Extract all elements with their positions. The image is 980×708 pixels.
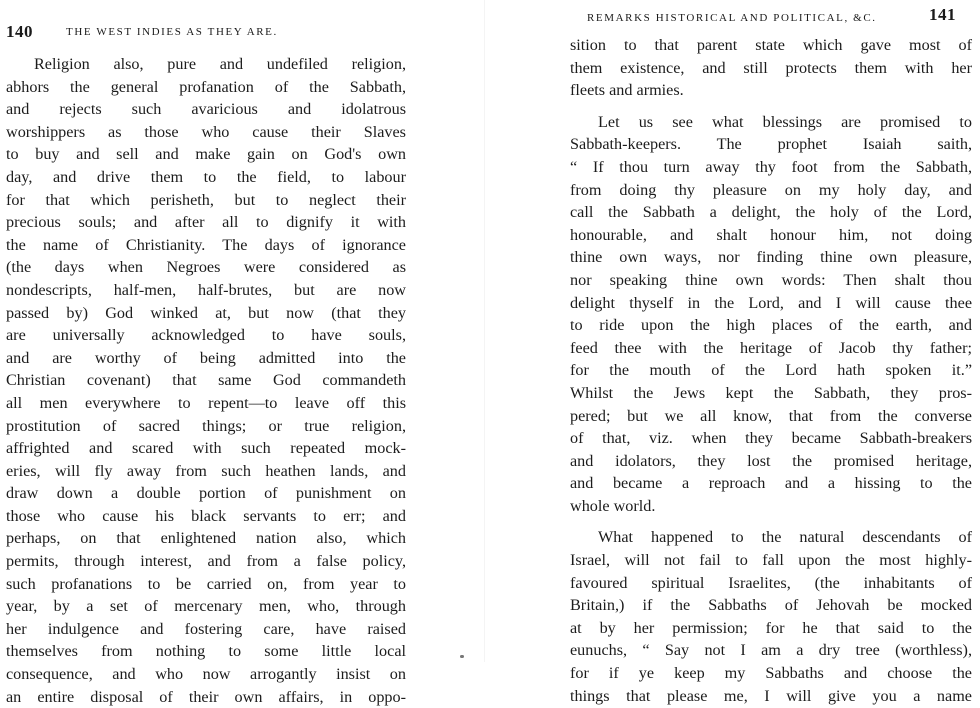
text-line: Let us see what blessings are promised to	[598, 112, 972, 131]
text-line: (the days when Negroes were considered as	[6, 258, 406, 277]
print-speck	[460, 655, 464, 658]
text-line: favoured spiritual Israelites, (the inhabitants of	[570, 573, 972, 592]
text-line: delight thyself in the Lord, and I will cause thee	[570, 293, 972, 312]
text-line: themselves from nothing to some little local	[6, 642, 406, 661]
text-line: Sabbath-keepers. The prophet Isaiah saith,	[570, 135, 972, 154]
text-line: eries, will fly away from such heathen lands, and	[6, 461, 406, 480]
text-line: an entire disposal of their own affairs, in oppo-	[6, 687, 406, 706]
text-line: permits, through interest, and from a false policy,	[6, 552, 406, 571]
text-line: “ If thou turn away thy foot from the Sabbath,	[570, 157, 972, 176]
right-page-number: 141	[929, 5, 956, 24]
text-line: nor speaking thine own words: Then shalt thou	[570, 270, 972, 289]
text-line: sition to that parent state which gave most of	[570, 36, 972, 54]
text-line: from doing thy pleasure on my holy day, and	[570, 180, 972, 199]
text-line: perhaps, on that enlightened nation also, which	[6, 529, 406, 548]
book-gutter	[484, 0, 485, 662]
text-line: pered; but we all know, that from the converse	[570, 406, 972, 425]
right-page-text	[570, 34, 972, 707]
text-line: Religion also, pure and undefiled religion,	[34, 55, 406, 73]
text-line: feed thee with the heritage of Jacob thy father;	[570, 338, 972, 357]
text-line: to ride upon the high places of the earth, and	[570, 316, 972, 335]
text-line: and idolators, they lost the promised heritage,	[570, 451, 972, 470]
text-line: draw down a double portion of punishment on	[6, 484, 406, 503]
text-line: for if ye keep my Sabbaths and choose the	[570, 664, 972, 683]
text-line: for the mouth of the Lord hath spoken it.”	[570, 361, 972, 380]
text-line: the name of Christianity. The days of ignorance	[6, 235, 406, 254]
left-running-head: THE WEST INDIES AS THEY ARE.	[66, 26, 278, 38]
text-line: affrighted and scared with such repeated mock-	[6, 439, 406, 458]
left-page-number: 140	[6, 22, 33, 41]
text-line: abhors the general profanation of the Sabbath,	[6, 77, 406, 96]
text-line: them existence, and still protects them with her	[570, 58, 972, 77]
text-line: fleets and armies.	[570, 81, 684, 100]
text-line: to buy and sell and make gain on God's own	[6, 145, 406, 164]
text-line: whole world.	[570, 496, 656, 515]
text-line: honourable, and shalt honour him, not doing	[570, 225, 972, 244]
left-page-text	[6, 53, 406, 708]
text-line: What happened to the natural descendants of	[598, 528, 972, 547]
text-line: consequence, and who now arrogantly insist on	[6, 665, 406, 684]
text-line: and became a reproach and a hissing to the	[570, 474, 972, 493]
text-line: at by her permission; for he that said to the	[570, 618, 972, 637]
text-line: year, by a set of mercenary men, who, through	[6, 597, 406, 616]
left-page	[0, 0, 470, 706]
text-line: those who cause his black servants to err; and	[6, 506, 406, 525]
text-line: things that please me, I will give you a name	[570, 686, 972, 705]
text-line: day, and drive them to the field, to labour	[6, 167, 406, 186]
text-line: of that, viz. when they became Sabbath-breakers	[570, 429, 972, 448]
text-line: and are worthy of being admitted into the	[6, 348, 406, 367]
text-line: are universally acknowledged to have souls,	[6, 326, 406, 345]
text-line: prostitution of sacred things; or true religion,	[6, 416, 406, 435]
text-line: worshippers as those who cause their Slaves	[6, 122, 406, 141]
text-line: her indulgence and fostering care, have raised	[6, 619, 406, 638]
text-line: nondescripts, half-men, half-brutes, but are now	[6, 280, 406, 299]
right-running-head: REMARKS HISTORICAL AND POLITICAL, &C.	[587, 12, 877, 24]
text-line: Israel, will not fail to fall upon the most highly-	[570, 551, 972, 570]
text-line: passed by) God winked at, but now (that they	[6, 303, 406, 322]
text-line: eunuchs, “ Say not I am a dry tree (worthless),	[570, 641, 972, 660]
text-line: for that which perisheth, but to neglect their	[6, 190, 406, 209]
text-line: Britain,) if the Sabbaths of Jehovah be mocked	[570, 596, 972, 615]
text-line: call the Sabbath a delight, the holy of the Lord,	[570, 203, 972, 222]
text-line: such profanations to be carried on, from year to	[6, 574, 406, 593]
text-line: Whilst the Jews kept the Sabbath, they pros-	[570, 383, 972, 402]
text-line: all men everywhere to repent—to leave off this	[6, 393, 406, 412]
text-line: Christian covenant) that same God commandeth	[6, 371, 406, 390]
text-line: and rejects such avaricious and idolatrous	[6, 100, 406, 119]
text-line: thine own ways, nor finding thine own pleasure,	[570, 248, 972, 267]
right-page	[500, 0, 980, 705]
text-line: precious souls; and after all to dignify it with	[6, 213, 406, 232]
